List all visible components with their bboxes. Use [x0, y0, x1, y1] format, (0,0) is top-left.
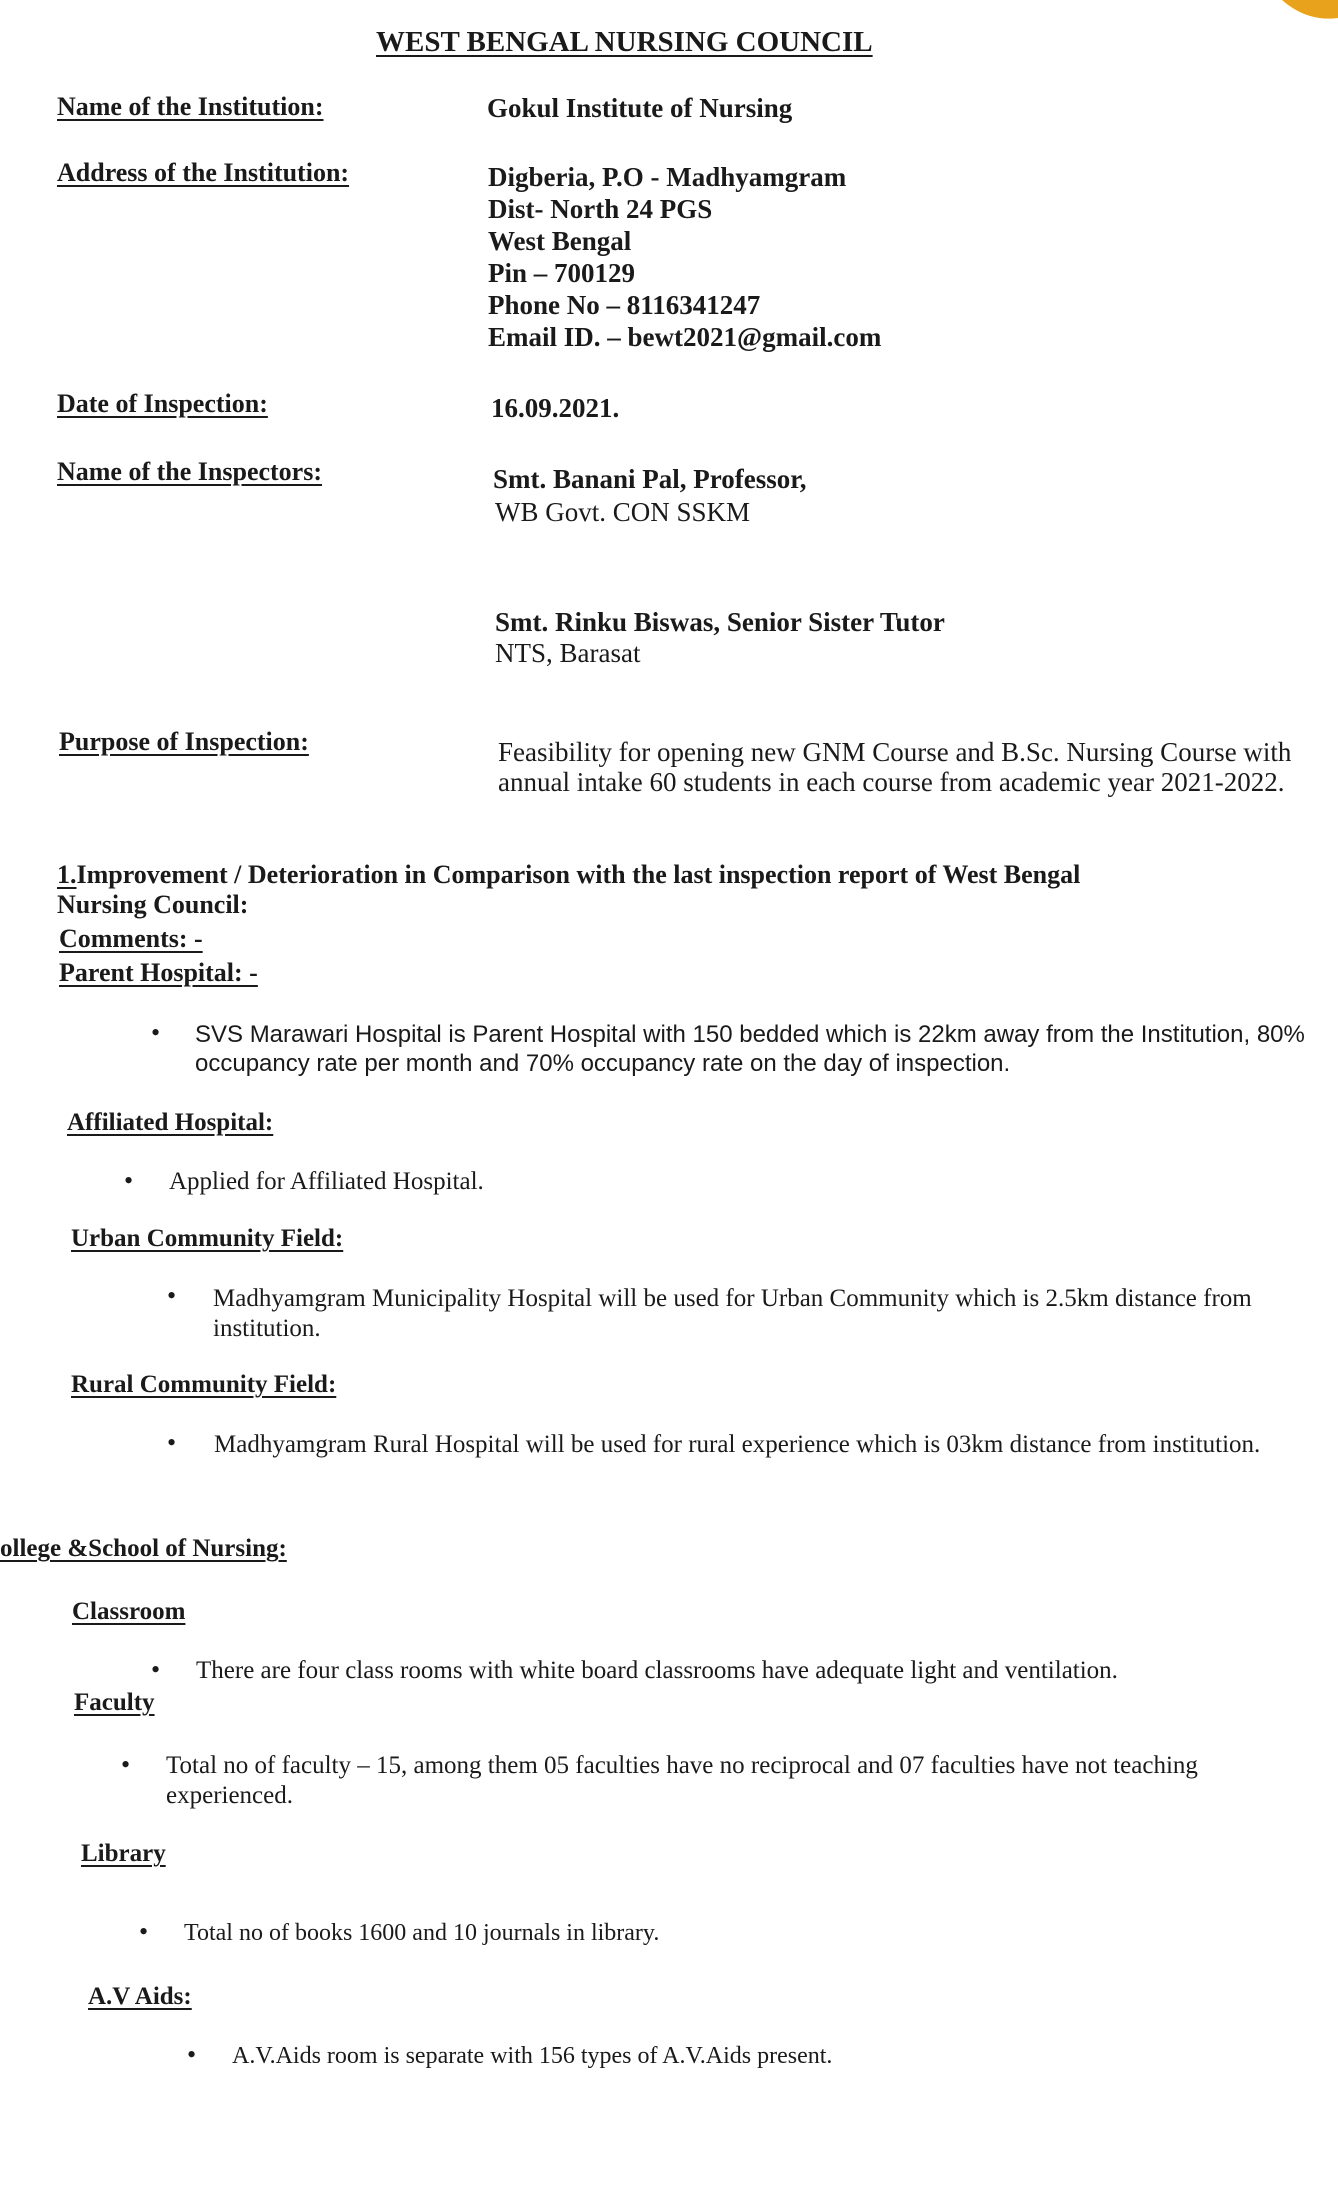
inspector-2-org: NTS, Barasat — [495, 638, 641, 668]
address-line: Digberia, P.O - Madhyamgram — [488, 162, 847, 192]
date-value: 16.09.2021. — [491, 393, 620, 423]
classroom-label: Classroom — [72, 1598, 186, 1625]
institution-name-value: Gokul Institute of Nursing — [487, 93, 793, 123]
urban-community-label: Urban Community Field: — [71, 1225, 344, 1252]
parent-hospital-label: Parent Hospital: - — [59, 958, 258, 987]
address-line: Dist- North 24 PGS — [488, 194, 713, 224]
page-title: WEST BENGAL NURSING COUNCIL — [376, 26, 873, 58]
comments-label: Comments: - — [59, 924, 203, 953]
address-line: West Bengal — [488, 226, 632, 256]
av-aids-label: A.V Aids: — [88, 1983, 192, 2010]
section-1-heading-line1: Improvement / Deterioration in Comparison with the last inspection report of West Bengal — [76, 860, 1081, 889]
faculty-text: Total no of faculty – 15, among them 05 faculties have no reciprocal and 07 faculties have not teaching experienced. — [166, 1752, 1198, 1809]
av-aids-text: A.V.Aids room is separate with 156 types of A.V.Aids present. — [232, 2043, 833, 2069]
page-fold-corner — [1252, 0, 1338, 38]
bullet: • — [167, 1281, 177, 1310]
inspectors-label: Name of the Inspectors: — [57, 457, 323, 486]
inspector-2-name: Smt. Rinku Biswas, Senior Sister Tutor — [495, 607, 945, 637]
rural-community-label: Rural Community Field: — [71, 1371, 337, 1398]
institution-name-label: Name of the Institution: — [57, 92, 324, 121]
bullet: • — [167, 1428, 177, 1457]
bullet: • — [151, 1655, 161, 1684]
college-school-heading: ollege &School of Nursing: — [0, 1535, 287, 1562]
section-1-number: 1. — [57, 860, 77, 889]
urban-community-text: Madhyamgram Municipality Hospital will be used for Urban Community which is 2.5km distance from institution. — [213, 1285, 1252, 1342]
library-label: Library — [81, 1840, 166, 1867]
address-block — [488, 161, 881, 353]
address-line: Email ID. – bewt2021@gmail.com — [488, 322, 882, 352]
bullet: • — [187, 2040, 197, 2069]
bullet: • — [151, 1018, 161, 1047]
inspector-1-org: WB Govt. CON SSKM — [495, 497, 751, 527]
classroom-text: There are four class rooms with white board classrooms have adequate light and ventilation. — [196, 1657, 1118, 1684]
inspector-1-name: Smt. Banani Pal, Professor, — [493, 464, 807, 494]
faculty-label: Faculty — [74, 1689, 155, 1716]
date-label: Date of Inspection: — [57, 389, 268, 418]
parent-hospital-text: SVS Marawari Hospital is Parent Hospital with 150 bedded which is 22km away from the Institution, 80% occupancy rate per month and 70% occupancy rate on the day of inspection. — [195, 1021, 1305, 1077]
address-line: Pin – 700129 — [488, 258, 636, 288]
affiliated-hospital-label: Affiliated Hospital: — [67, 1109, 274, 1136]
affiliated-hospital-text: Applied for Affiliated Hospital. — [169, 1168, 484, 1195]
bullet: • — [124, 1166, 134, 1195]
purpose-value: Feasibility for opening new GNM Course and B.Sc. Nursing Course with annual intake 60 students in each course from academic year 2021-2022. — [498, 737, 1292, 797]
bullet: • — [139, 1917, 149, 1946]
section-1-heading-line2: Nursing Council: — [57, 890, 249, 919]
bullet: • — [121, 1750, 131, 1779]
address-label: Address of the Institution: — [57, 158, 350, 187]
address-line: Phone No – 8116341247 — [488, 290, 761, 320]
library-text: Total no of books 1600 and 10 journals in library. — [184, 1920, 660, 1946]
purpose-label: Purpose of Inspection: — [59, 727, 309, 756]
rural-community-text: Madhyamgram Rural Hospital will be used for rural experience which is 03km distance from institution. — [214, 1431, 1261, 1458]
section-1-heading — [57, 860, 1080, 920]
